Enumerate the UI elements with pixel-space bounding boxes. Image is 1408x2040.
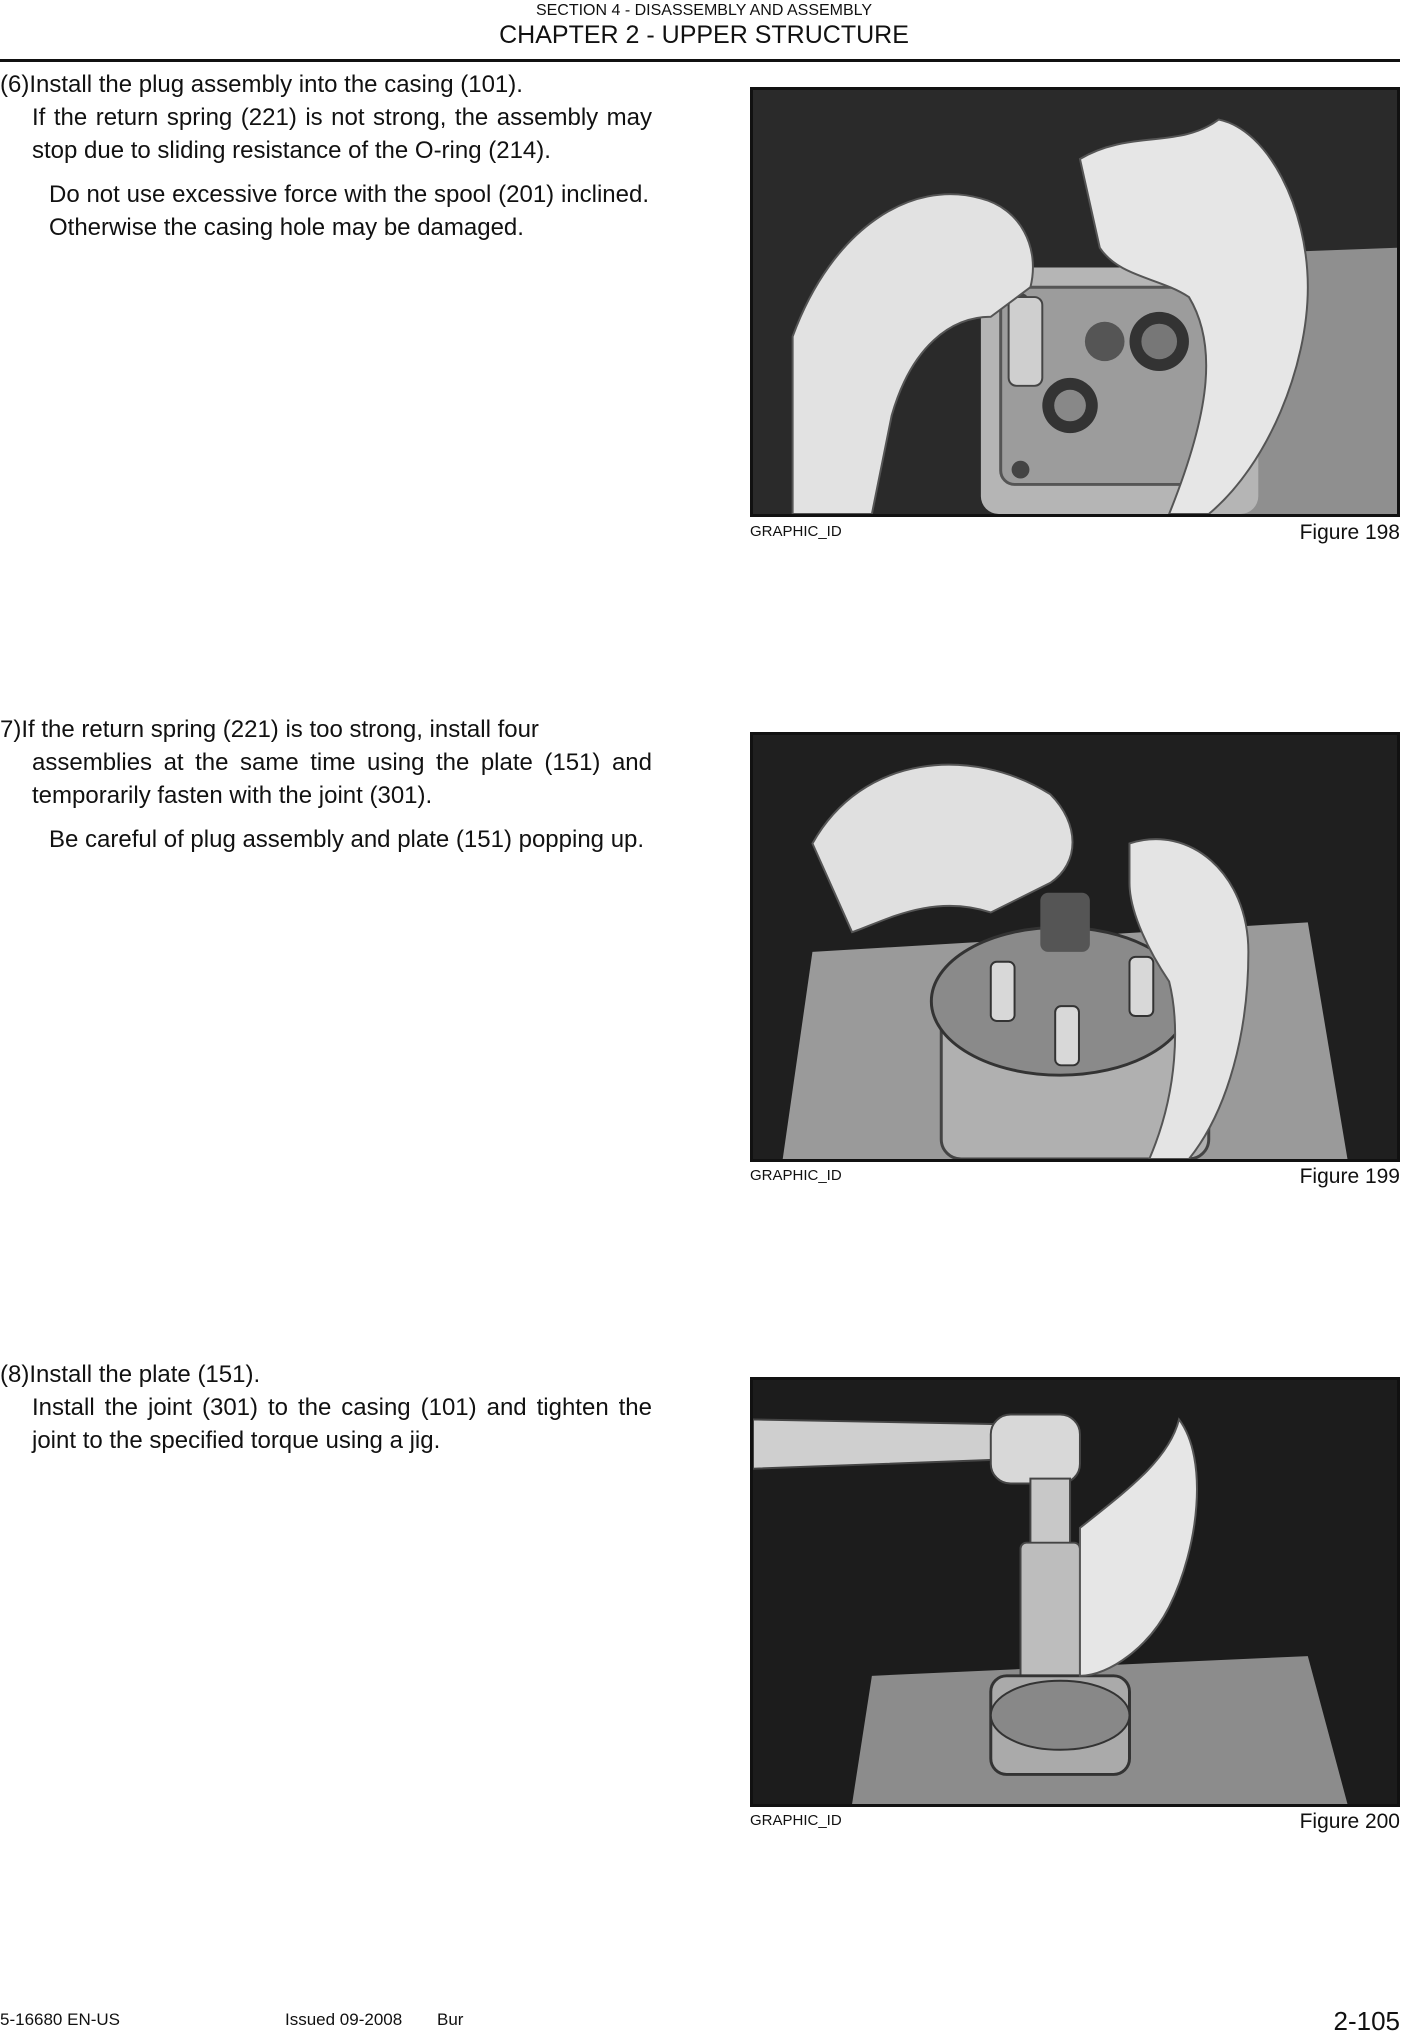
figure-200-photo (750, 1377, 1400, 1807)
step-text: If the return spring (221) is not strong, the assembly may stop due to sliding resistance of the O-ring (214). (32, 104, 652, 164)
step-6 (0, 68, 660, 244)
step-note: Be careful of plug assembly and plate (151) popping up. (49, 826, 645, 853)
step-heading: (6)Install the plug assembly into the casing (101). (0, 71, 523, 98)
header-divider (0, 59, 1400, 62)
step-text: Install the joint (301) to the casing (101) and tighten the joint to the specified torque using a jig. (32, 1394, 652, 1454)
figure-199-photo (750, 732, 1400, 1162)
language-code: Bur (437, 2010, 464, 2029)
issue-date: Issued 09-2008 (285, 2010, 403, 2029)
step-note: Do not use excessive force with the spool (201) inclined. Otherwise the casing hole may be damaged. (49, 181, 649, 241)
step-heading: 7)If the return spring (221) is too strong, install four (0, 716, 539, 743)
step-8 (0, 1358, 660, 1457)
chapter-title: CHAPTER 2 - UPPER STRUCTURE (499, 21, 909, 49)
step-text: assemblies at the same time using the plate (151) and temporarily fasten with the joint (301). (32, 749, 652, 809)
section-title: SECTION 4 - DISASSEMBLY AND ASSEMBLY (535, 2, 873, 19)
page-header (0, 0, 1408, 50)
graphic-id: GRAPHIC_ID (750, 523, 842, 540)
figure-198-photo (750, 87, 1400, 517)
figure-caption: Figure 198 (1299, 521, 1400, 544)
graphic-id: GRAPHIC_ID (750, 1812, 842, 1829)
doc-number: 5-16680 EN-US (0, 2010, 121, 2029)
figure-caption: Figure 200 (1299, 1810, 1400, 1833)
graphic-id: GRAPHIC_ID (750, 1167, 842, 1184)
figure-caption: Figure 199 (1299, 1165, 1400, 1188)
page-number: 2-105 (1333, 2006, 1400, 2036)
step-7 (0, 713, 660, 856)
step-heading: (8)Install the plate (151). (0, 1361, 261, 1388)
